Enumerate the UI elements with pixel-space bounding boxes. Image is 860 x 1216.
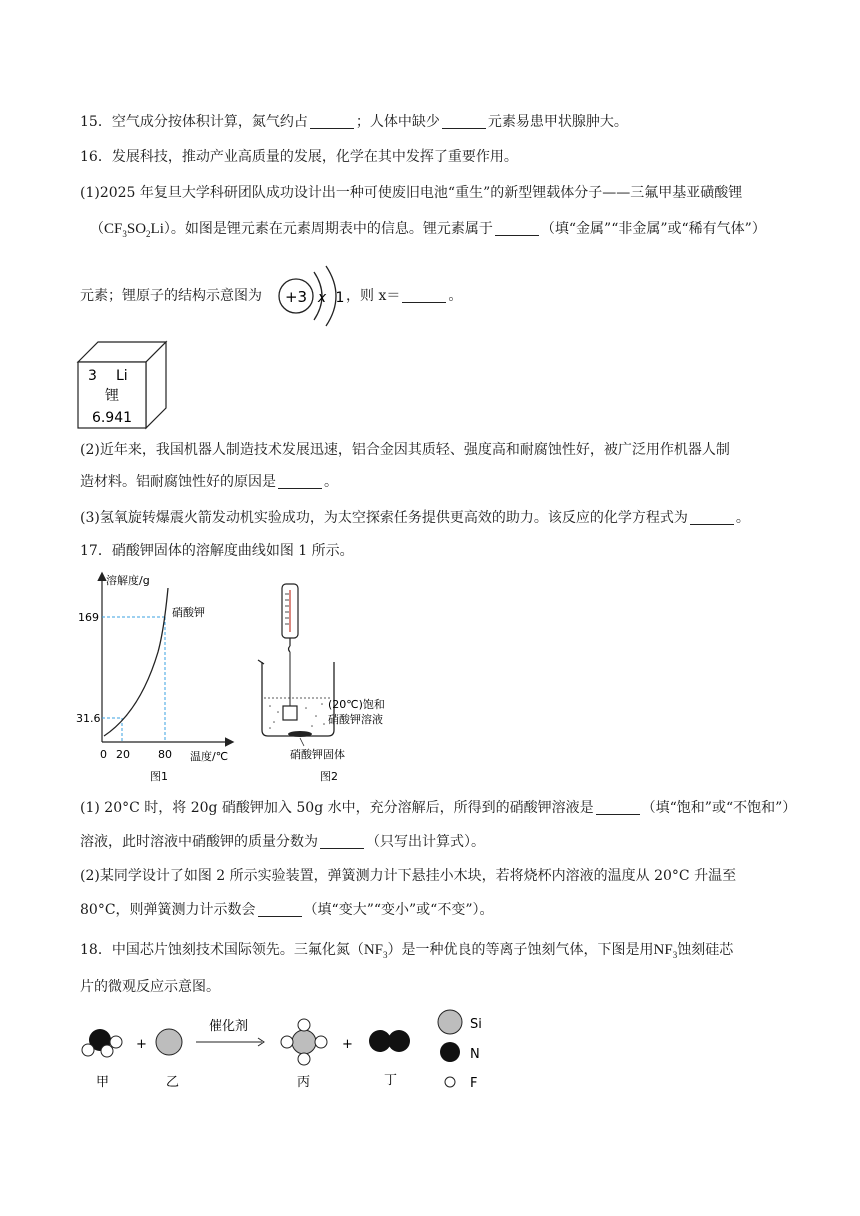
x-tick-80: 80 [158, 748, 172, 761]
y-tick-31.6: 31.6 [76, 712, 101, 725]
q15-text-3: 元素易患甲状腺肿大。 [487, 114, 628, 130]
q16-part1-line2: $(CF_3SO_2Li)$。如图是锂元素在元素周期表中的信息。锂元素属于 （填“金属”“非金属”或“稀有气体”） [90, 221, 766, 239]
q15-text-2: ；人体中缺少 [355, 114, 440, 130]
label-ding: 丁 [384, 1073, 398, 1088]
q16-number: 16． [80, 149, 112, 165]
q17-number: 17． [80, 543, 112, 559]
element-atomic-mass: 6.941 [91, 410, 133, 426]
figure1-xlabel: 温度/℃ [190, 750, 229, 763]
q16-blank-x[interactable] [402, 288, 446, 303]
q17-part2-line2: 80°C，则弹簧测力计示数会 （填“变大”“变小”或“不变”）。 [80, 902, 494, 918]
figure1-ylabel: 溶解度/g [106, 574, 150, 587]
q16-blank-equation[interactable] [690, 510, 734, 525]
element-symbol: Li [116, 368, 128, 384]
beaker [262, 662, 334, 736]
q16-x-equals: ，则 x＝ [346, 288, 401, 304]
element-name: 锂 [105, 388, 119, 404]
molecule-jia [82, 1029, 122, 1057]
atom-shell-2: 1 [335, 290, 345, 306]
label-yi: 乙 [166, 1075, 180, 1090]
q16-part2-line1: (2)近年来，我国机器人制造技术发展迅速，铝合金因其质轻、强度高和耐腐蚀性好，被广泛用作机器人制 [80, 442, 730, 458]
wood-block [283, 706, 297, 720]
q15-text-1: 空气成分按体积计算，氮气约占 [111, 114, 308, 130]
figure1-caption: 图1 [150, 770, 168, 783]
q16-blank-metal[interactable] [495, 221, 539, 236]
question-18-line2: 片的微观反应示意图。 [80, 979, 220, 995]
solubility-curve [104, 588, 168, 736]
figure2-solid-label: 硝酸钾固体 [290, 748, 345, 761]
figure-2-apparatus [256, 580, 386, 790]
formula-cf3so3li: $CF_3SO_2Li$ [104, 221, 164, 239]
question-18-line1: 18．中国芯片蚀刻技术国际领先。三氟化氮$(NF_3)$是一种优良的等离子蚀刻气体，下图是用$NF_3$蚀刻硅芯 [80, 942, 734, 960]
legend-n: N [470, 1047, 480, 1062]
plus-1: + [136, 1037, 147, 1052]
legend-si: Si [470, 1017, 482, 1032]
label-bing: 丙 [297, 1075, 311, 1090]
molecule-ding [369, 1030, 410, 1052]
legend-si-icon [438, 1010, 462, 1034]
q15-blank-2[interactable] [442, 114, 486, 129]
figure2-caption: 图2 [320, 770, 338, 783]
q15-blank-1[interactable] [310, 114, 354, 129]
q18-number: 18． [80, 942, 112, 958]
q17-blank-fraction[interactable] [320, 834, 364, 849]
y-tick-169: 169 [78, 611, 99, 624]
q17-part1-line1: (1) 20°C 时，将 20g 硝酸钾加入 50g 水中，充分溶解后，所得到的硝酸钾溶液是 （填“饱和”或“不饱和”） [80, 800, 797, 816]
q17-blank-saturated[interactable] [596, 800, 640, 815]
legend-n-icon [440, 1042, 460, 1062]
formula-nf3: $NF_3$ [363, 942, 388, 960]
q16-part1-line3: 元素；锂原子的结构示意图为 [80, 288, 262, 304]
reaction-diagram [76, 1004, 496, 1094]
molecule-bing [281, 1019, 327, 1065]
q16-part1-line1: (1)2025 年复旦大学科研团队成功设计出一种可使废旧电池“重生”的新型锂载体分子——三氟甲基亚磺酸锂 [80, 185, 743, 201]
q15-number: 15． [80, 114, 112, 130]
q17-blank-reading[interactable] [258, 902, 302, 917]
lithium-element-card [76, 340, 168, 430]
x-tick-20: 20 [116, 748, 130, 761]
q17-intro-text: 硝酸钾固体的溶解度曲线如图 1 所示。 [111, 543, 354, 559]
catalyst-label: 催化剂 [209, 1019, 249, 1034]
legend-f-icon [445, 1077, 455, 1087]
q17-part1-line2: 溶液，此时溶液中硝酸钾的质量分数为 （只写出计算式）。 [80, 834, 485, 850]
q16-blank-al[interactable] [278, 474, 322, 489]
figure2-label-2: 硝酸钾溶液 [328, 713, 383, 726]
formula-nf3-2: $NF_3$ [653, 942, 678, 960]
q16-part3-line: (3)氢氧旋转爆震火箭发动机实验成功，为太空探索任务提供更高效的助力。该反应的化学方程式为 。 [80, 510, 750, 526]
q16-part2-line2: 造材料。铝耐腐蚀性好的原因是 。 [80, 474, 338, 490]
kno3-solid [288, 731, 312, 737]
question-17-intro [80, 541, 354, 561]
atom-nucleus-charge: +3 [284, 288, 308, 306]
element-atomic-number: 3 [88, 368, 97, 384]
question-15 [80, 112, 628, 132]
label-jia: 甲 [96, 1075, 110, 1090]
atom-shell-1: x [317, 290, 327, 306]
q16-intro-text: 发展科技，推动产业高质量的发展，化学在其中发挥了重要作用。 [111, 149, 518, 165]
question-16-intro [80, 147, 518, 167]
molecule-yi [156, 1029, 182, 1055]
curve-label: 硝酸钾 [172, 606, 205, 619]
legend-f: F [470, 1076, 478, 1091]
plus-2: + [342, 1037, 353, 1052]
figure-1-solubility-curve [76, 568, 246, 790]
x-tick-0: 0 [100, 748, 107, 761]
q17-part2-line1: (2)某同学设计了如图 2 所示实验装置，弹簧测力计下悬挂小木块，若将烧杯内溶液的温度从 20°C 升温至 [80, 868, 737, 884]
figure2-label-1: (20℃)饱和 [328, 698, 385, 711]
